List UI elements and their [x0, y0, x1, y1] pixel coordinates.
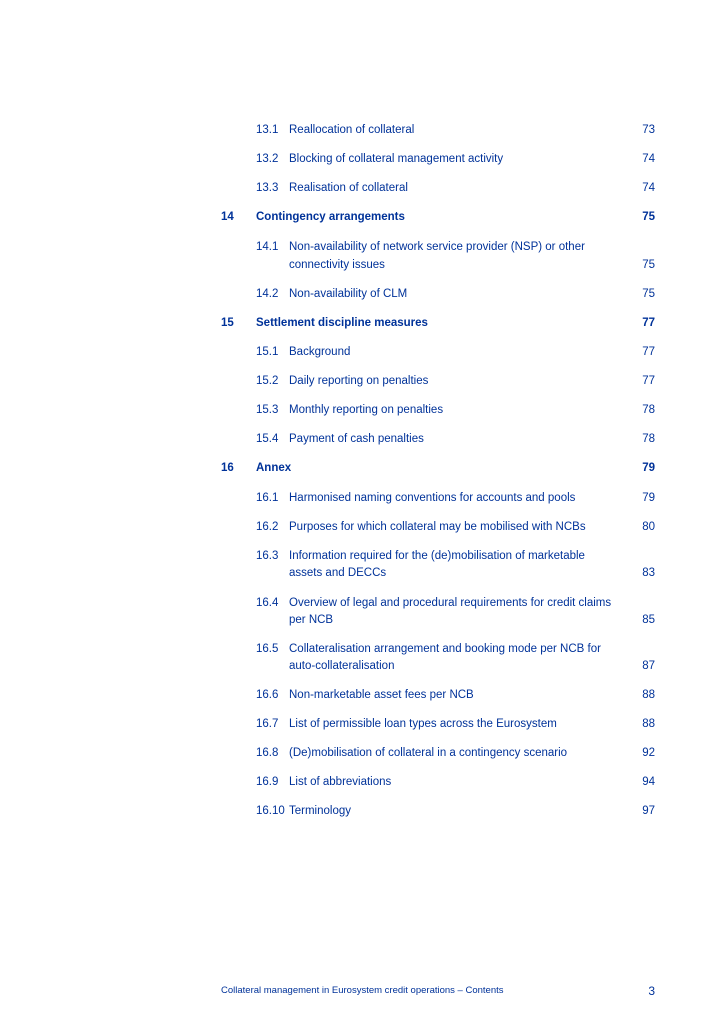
- toc-chapter-number: 14: [221, 211, 234, 223]
- toc-entry-title: List of abbreviations: [289, 776, 392, 788]
- toc-entry-number: 16.2: [256, 521, 279, 533]
- toc-entry-page: 80: [642, 521, 655, 533]
- toc-entry-page: 77: [642, 375, 655, 387]
- toc-entry-title: Overview of legal and procedural requirements for credit claims: [289, 597, 612, 609]
- footer-page-number: 3: [648, 984, 655, 998]
- toc-entry-title-line2: auto-collateralisation: [289, 660, 395, 672]
- toc-chapter-title: Contingency arrangements: [256, 211, 405, 223]
- toc-entry-title: Payment of cash penalties: [289, 433, 424, 445]
- toc-chapter-title: Settlement discipline measures: [256, 317, 428, 329]
- toc-entry-page: 92: [642, 747, 655, 759]
- toc-entry-page: 78: [642, 433, 655, 445]
- toc-entry-title: Purposes for which collateral may be mobilised with NCBs: [289, 521, 586, 533]
- toc-chapter-number: 15: [221, 317, 234, 329]
- toc-entry-number: 14.1: [256, 241, 279, 253]
- toc-entry-title: Reallocation of collateral: [289, 124, 415, 136]
- toc-entry-page: 87: [642, 660, 655, 672]
- toc-entry-page: 77: [642, 346, 655, 358]
- toc-entry-title: Information required for the (de)mobilisation of marketable: [289, 550, 585, 562]
- toc-chapter-page: 75: [642, 211, 655, 223]
- toc-entry-number: 13.3: [256, 182, 279, 194]
- toc-entry-number: 16.6: [256, 689, 279, 701]
- toc-entry-title: Non-availability of CLM: [289, 288, 408, 300]
- toc-entry-title: Non-marketable asset fees per NCB: [289, 689, 474, 701]
- toc-entry-number: 16.9: [256, 776, 279, 788]
- toc-entry-page: 94: [642, 776, 655, 788]
- toc-entry-title: Blocking of collateral management activity: [289, 153, 504, 165]
- toc-entry-page: 78: [642, 404, 655, 416]
- toc-entry-title: Daily reporting on penalties: [289, 375, 429, 387]
- toc-entry-number: 13.1: [256, 124, 279, 136]
- toc-entry-page: 75: [642, 259, 655, 271]
- toc-entry-title: Realisation of collateral: [289, 182, 408, 194]
- toc-entry-page: 74: [642, 153, 655, 165]
- toc-entry-number: 16.8: [256, 747, 279, 759]
- toc-entry-number: 16.5: [256, 643, 279, 655]
- toc-entry-number: 15.4: [256, 433, 279, 445]
- toc-entry-title-line2: assets and DECCs: [289, 567, 387, 579]
- footer-title: Collateral management in Eurosystem credit operations – Contents: [221, 985, 504, 996]
- toc-entry-number: 16.4: [256, 597, 279, 609]
- toc-entry-page: 74: [642, 182, 655, 194]
- toc-entry-title: Background: [289, 346, 351, 358]
- toc-entry-number: 15.3: [256, 404, 279, 416]
- toc-entry-title: (De)mobilisation of collateral in a contingency scenario: [289, 747, 568, 759]
- toc-chapter-number: 16: [221, 462, 234, 474]
- toc-entry-page: 85: [642, 614, 655, 626]
- toc-entry-number: 16.1: [256, 492, 279, 504]
- toc-entry-number: 16.10: [256, 805, 285, 817]
- toc-entry-page: 88: [642, 718, 655, 730]
- toc-entry-title: Collateralisation arrangement and booking mode per NCB for: [289, 643, 601, 655]
- toc-entry-page: 97: [642, 805, 655, 817]
- toc-entry-number: 16.7: [256, 718, 279, 730]
- toc-entry-title: Non-availability of network service provider (NSP) or other: [289, 241, 585, 253]
- toc-entry-title: Monthly reporting on penalties: [289, 404, 444, 416]
- toc-entry-page: 88: [642, 689, 655, 701]
- toc-entry-number: 15.2: [256, 375, 279, 387]
- toc-chapter-page: 77: [642, 317, 655, 329]
- toc-entry-page: 79: [642, 492, 655, 504]
- toc-entry-title: Terminology: [289, 805, 351, 817]
- toc-entry-title-line2: connectivity issues: [289, 259, 385, 271]
- toc-chapter-page: 79: [642, 462, 655, 474]
- toc-entry-page: 73: [642, 124, 655, 136]
- toc-chapter-title: Annex: [256, 462, 292, 474]
- toc-entry-title-line2: per NCB: [289, 614, 334, 626]
- toc-entry-title: Harmonised naming conventions for accounts and pools: [289, 492, 576, 504]
- toc-entry-number: 15.1: [256, 346, 279, 358]
- toc-entry-number: 13.2: [256, 153, 279, 165]
- toc-entry-page: 75: [642, 288, 655, 300]
- toc-entry-page: 83: [642, 567, 655, 579]
- toc-entry-number: 16.3: [256, 550, 279, 562]
- toc-entry-title: List of permissible loan types across the Eurosystem: [289, 718, 557, 730]
- toc-entry-number: 14.2: [256, 288, 279, 300]
